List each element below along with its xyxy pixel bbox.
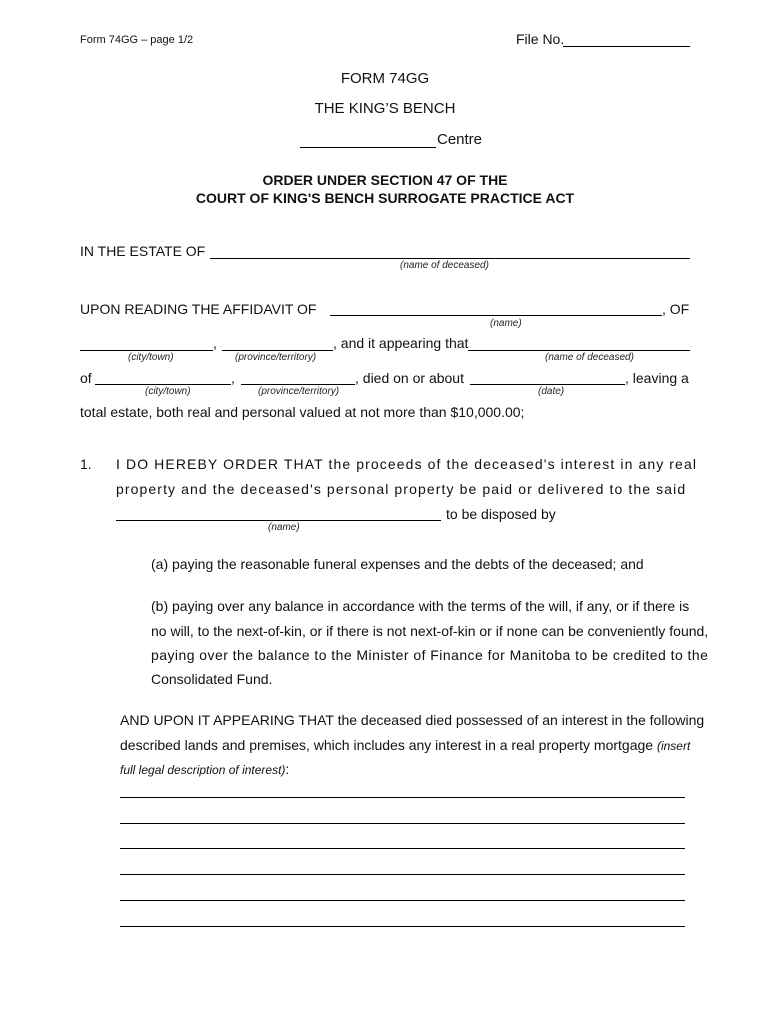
province-hint-2: (province/territory) [258, 386, 340, 397]
description-line-6[interactable] [120, 926, 685, 927]
order-name-field[interactable] [116, 520, 441, 521]
item-b-line-2: no will, to the next-of-kin, or if there is not next-of-kin or if none can be conveniently found, [151, 623, 709, 639]
order-name-hint: (name) [268, 522, 300, 533]
estate-deceased-hint: (name of deceased) [400, 260, 489, 271]
upon-line-3 [120, 761, 289, 779]
date-hint: (date) [538, 386, 565, 397]
description-line-5[interactable] [120, 900, 685, 901]
province-hint-1: (province/territory) [235, 352, 317, 363]
city-hint-1: (city/town) [128, 352, 174, 363]
estate-label: IN THE ESTATE OF [80, 243, 206, 259]
order-line-2: property and the deceased's personal property be paid or delivered to the said [116, 481, 687, 497]
city-hint-2: (city/town) [145, 386, 191, 397]
item-a: (a) paying the reasonable funeral expenses and the debts of the deceased; and [151, 556, 644, 572]
total-estate-text: total estate, both real and personal valued at not more than $10,000.00; [80, 404, 525, 420]
heading-line-1: ORDER UNDER SECTION 47 OF THE [262, 172, 508, 188]
order-number: 1. [80, 456, 92, 472]
item-b-line-1: (b) paying over any balance in accordance with the terms of the will, if any, or if there is [151, 598, 690, 614]
affidavit-name-field[interactable] [330, 315, 662, 316]
affidavit-city-field[interactable] [80, 350, 213, 351]
deceased-hint-2: (name of deceased) [545, 352, 634, 363]
deceased-comma: , [231, 370, 235, 386]
of-prefix: of [80, 370, 92, 386]
description-line-3[interactable] [120, 848, 685, 849]
description-line-1[interactable] [120, 797, 685, 798]
item-b-line-3: paying over the balance to the Minister of Finance for Manitoba to be credited to the [151, 647, 709, 663]
died-label: , died on or about [355, 370, 464, 386]
description-line-2[interactable] [120, 823, 685, 824]
deceased-city-field[interactable] [95, 384, 231, 385]
centre-field[interactable] [300, 147, 436, 148]
deceased-province-field[interactable] [241, 384, 355, 385]
affidavit-name-hint: (name) [490, 318, 522, 329]
description-line-4[interactable] [120, 874, 685, 875]
estate-deceased-field[interactable] [210, 258, 690, 259]
leaving-label: , leaving a [625, 370, 689, 386]
file-no-field[interactable] [563, 46, 690, 47]
appearing-deceased-field[interactable] [468, 350, 690, 351]
affidavit-of-label: , OF [662, 301, 690, 317]
item-b-line-4: Consolidated Fund. [151, 671, 273, 687]
upon-line-1: AND UPON IT APPEARING THAT the deceased died possessed of an interest in the following [120, 712, 705, 728]
disposed-label: to be disposed by [446, 506, 556, 522]
appearing-label: , and it appearing that [333, 335, 469, 351]
upon-line-2 [120, 737, 690, 753]
upon-line-2-text: described lands and premises, which includes any interest in a real property mortgage [120, 737, 654, 753]
affidavit-label: UPON READING THE AFFIDAVIT OF [80, 301, 317, 317]
affidavit-comma: , [213, 335, 217, 351]
court-title: THE KING’S BENCH [314, 100, 456, 117]
death-date-field[interactable] [470, 384, 625, 385]
centre-label: Centre [437, 131, 483, 148]
order-line-1: I DO HEREBY ORDER THAT the proceeds of the deceased's interest in any real [116, 456, 698, 472]
file-no-label: File No. [516, 31, 565, 47]
affidavit-province-field[interactable] [222, 350, 333, 351]
insert-hint-a: (insert [656, 739, 691, 753]
insert-hint-b: full legal description of interest) [120, 763, 286, 777]
heading-line-2: COURT OF KING'S BENCH SURROGATE PRACTICE ACT [195, 190, 575, 206]
form-title: FORM 74GG [340, 70, 430, 87]
form-page-label: Form 74GG – page 1/2 [80, 34, 194, 46]
insert-colon: : [285, 761, 290, 777]
